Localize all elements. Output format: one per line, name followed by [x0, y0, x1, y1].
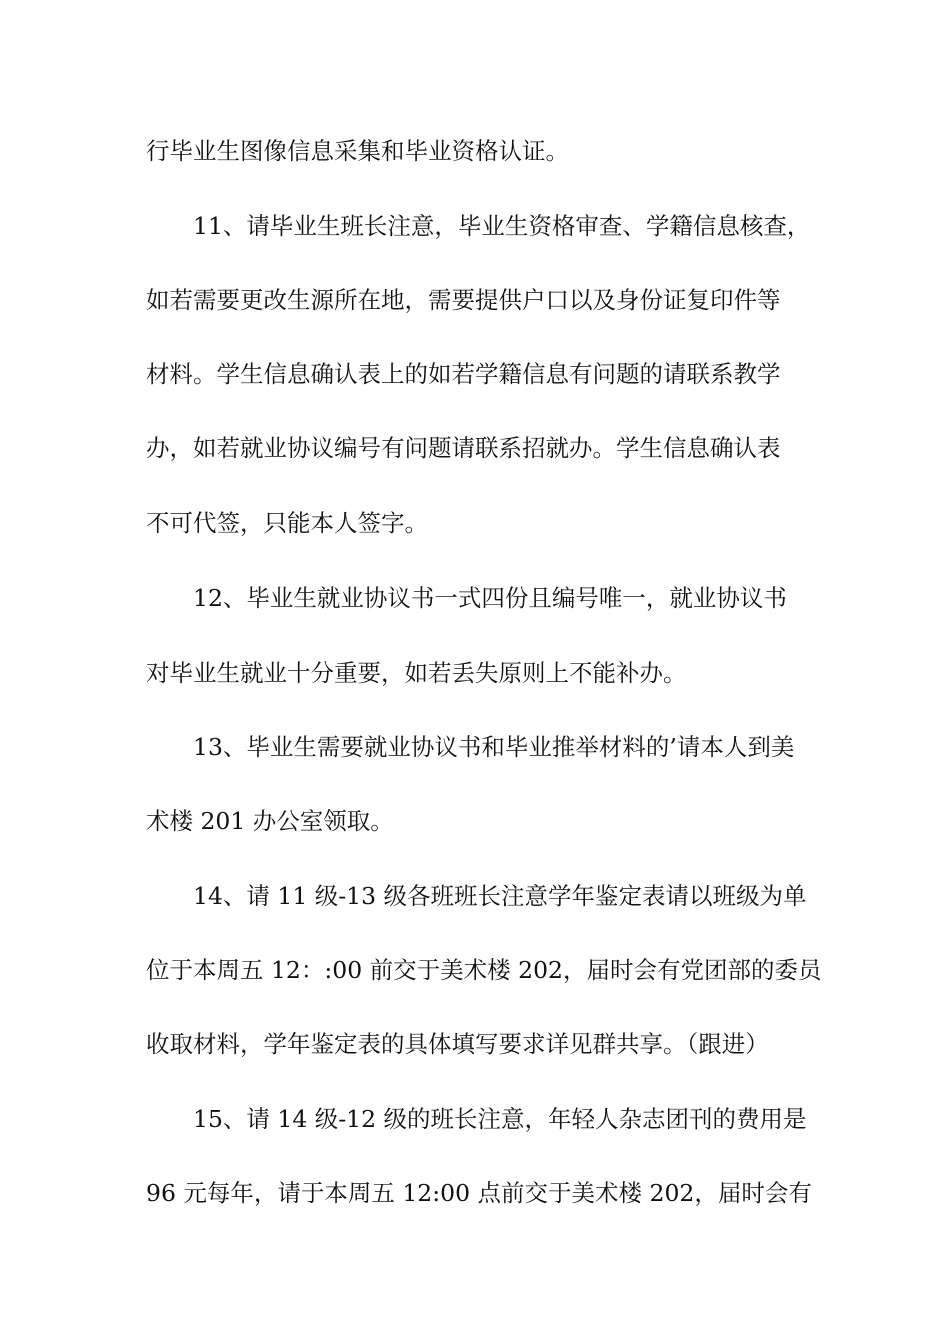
text-line: 96 元每年，请于本周五 12:00 点前交于美术楼 202，届时会有 [146, 1179, 812, 1207]
text-line: 办，如若就业协议编号有问题请联系招就办。学生信息确认表 [146, 434, 781, 462]
text-line: 对毕业生就业十分重要，如若丢失原则上不能补办。 [146, 659, 687, 687]
text-line: 收取材料，学年鉴定表的具体填写要求详见群共享。（跟进） [146, 1030, 769, 1058]
text-line: 不可代签，只能本人签字。 [146, 509, 428, 537]
text-line-item-15: 15、请 14 级-12 级的班长注意，年轻人杂志团刊的费用是 [193, 1105, 807, 1133]
text-line-item-13: 13、毕业生需要就业协议书和毕业推举材料的’请本人到美 [193, 733, 795, 761]
text-line: 行毕业生图像信息采集和毕业资格认证。 [146, 137, 569, 165]
text-line: 材料。学生信息确认表上的如若学籍信息有问题的请联系教学 [146, 360, 781, 388]
text-line-item-11: 11、请毕业生班长注意，毕业生资格审查、学籍信息核查， [193, 212, 811, 240]
text-line-item-12: 12、毕业生就业协议书一式四份且编号唯一，就业协议书 [193, 584, 787, 612]
text-line: 术楼 201 办公室领取。 [146, 807, 394, 835]
text-line-item-14: 14、请 11 级-13 级各班班长注意学年鉴定表请以班级为单 [193, 882, 807, 910]
text-line: 如若需要更改生源所在地，需要提供户口以及身份证复印件等 [146, 286, 781, 314]
text-line: 位于本周五 12：:00 前交于美术楼 202，届时会有党团部的委员 [146, 956, 822, 984]
